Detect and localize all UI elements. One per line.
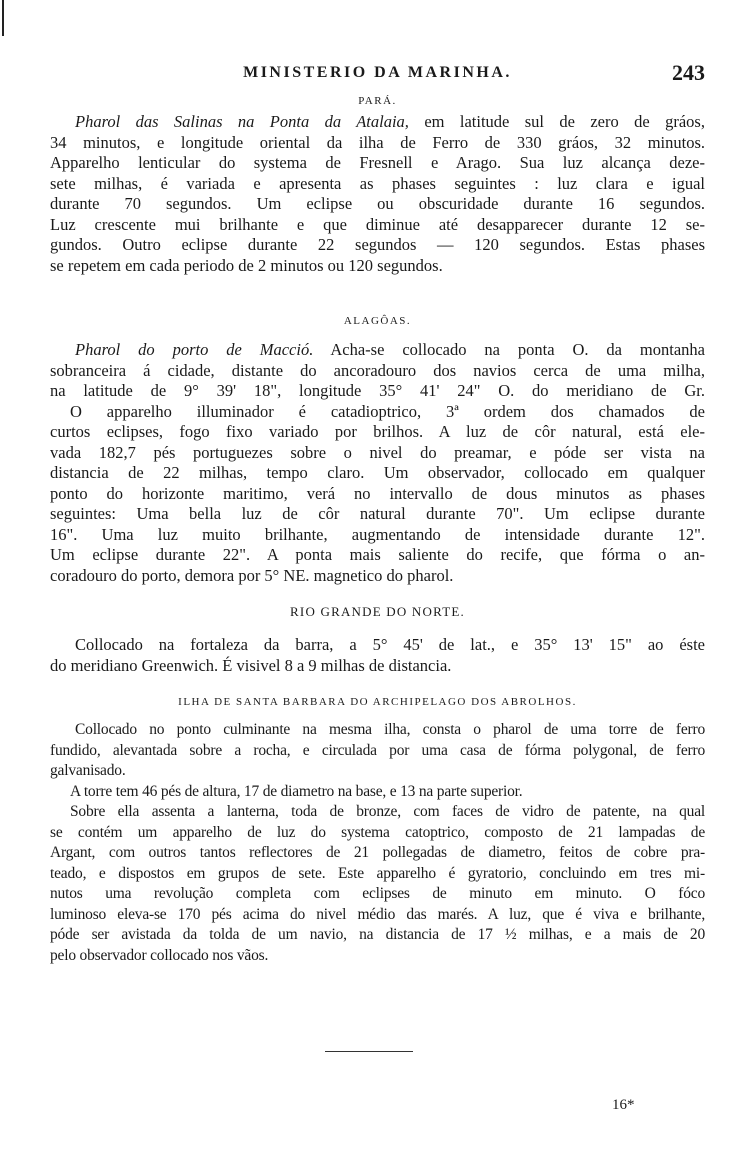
line-text: curtos eclipses, fogo fixo variado por brilhos. A luz de côr natural, está ele- <box>50 422 705 441</box>
text-line <box>50 761 705 782</box>
text-line <box>50 545 705 566</box>
line-text: na latitude de 9° 39' 18", longitude 35° 41' 24" O. do meridiano de Gr. <box>50 381 705 400</box>
text-line <box>50 256 705 277</box>
line-text: fundido, alevantada sobre a rocha, e circulada por uma casa de fórma polygonal, de ferro <box>50 741 705 759</box>
paragraph <box>50 402 705 587</box>
text-line <box>50 864 705 885</box>
paragraph <box>50 802 705 966</box>
line-text: pelo observador collocado nos vãos. <box>50 946 269 964</box>
section-heading-ilha: ILHA DE SANTA BARBARA DO ARCHIPELAGO DOS ABROLHOS. <box>178 696 577 708</box>
lighthouse-name: Pharol do porto de Macció. <box>75 340 314 359</box>
text-line <box>50 905 705 926</box>
text-line <box>50 635 705 656</box>
text-line <box>50 720 705 741</box>
line-text: seguintes: Uma bella luz de côr natural durante 70". Um eclipse durante <box>50 504 705 523</box>
text-line <box>50 361 705 382</box>
end-rule-divider <box>325 1051 413 1052</box>
paragraph <box>50 112 705 276</box>
section-alagoas-body <box>50 340 705 586</box>
section-para-body <box>50 112 705 276</box>
paragraph <box>50 340 705 402</box>
line-text: do meridiano Greenwich. É visivel 8 a 9 milhas de distancia. <box>50 655 452 675</box>
line-text: nutos uma revolução completa com eclipses de minuto em minuto. O fóco <box>50 885 705 902</box>
text-line <box>50 946 705 967</box>
line-text: durante 70 segundos. Um eclipse ou obscuridade durante 16 segundos. <box>50 194 705 213</box>
text-line <box>50 525 705 546</box>
section-rio-grande-body <box>50 635 705 676</box>
text-line <box>50 656 705 677</box>
text-line <box>50 381 705 402</box>
section-ilha-body <box>50 720 705 966</box>
text-line <box>50 174 705 195</box>
text-line <box>50 884 705 905</box>
lighthouse-name: Pharol das Salinas na Ponta da Atalaia, <box>75 112 409 131</box>
text-line <box>50 443 705 464</box>
section-heading-rio-grande: RIO GRANDE DO NORTE. <box>290 604 465 619</box>
line-text: Collocado no ponto culminante na mesma ilha, consta o pharol de uma torre de ferro <box>75 721 705 738</box>
line-text: coradouro do porto, demora por 5° NE. magnetico do pharol. <box>50 565 454 585</box>
line-text: distancia de 22 milhas, tempo claro. Um observador, collocado em qualquer <box>50 463 705 482</box>
text-line <box>50 741 705 762</box>
line-text: ponto do horizonte maritimo, verá no intervallo de dous minutos as phases <box>50 483 705 503</box>
text-line <box>50 340 705 361</box>
line-text: se repetem em cada periodo de 2 minutos ou 120 segundos. <box>50 255 443 275</box>
text-line <box>50 566 705 587</box>
line-text: Luz crescente mui brilhante e que diminue até desapparecer durante 12 se- <box>50 214 705 234</box>
line-text: 16". Uma luz muito brilhante, augmentando de intensidade durante 12". <box>50 524 705 544</box>
text-line <box>50 153 705 174</box>
line-text: galvanisado. <box>50 762 126 779</box>
line-text: teado, e dispostos em grupos de sete. Este apparelho é gyratorio, concluindo em tres mi- <box>50 864 705 882</box>
text-line <box>50 823 705 844</box>
line-text: em latitude sul de zero de gráos, <box>408 112 705 131</box>
text-line <box>50 194 705 215</box>
text-line <box>50 133 705 154</box>
paragraph <box>50 635 705 676</box>
line-text: sobranceira á cidade, distante do ancoradouro dos navios cerca de uma milha, <box>50 360 705 380</box>
text-line <box>50 484 705 505</box>
line-text: sete milhas, é variada e apresenta as phases seguintes : luz clara e igual <box>50 173 705 193</box>
section-heading-alagoas: ALAGÔAS. <box>343 315 412 327</box>
running-title: MINISTERIO DA MARINHA. <box>243 64 512 81</box>
line-text: Sobre ella assenta a lanterna, toda de bronze, com faces de vidro de patente, na qual <box>70 803 705 820</box>
line-text: luminoso eleva-se 170 pés acima do nivel médio das marés. A luz, que é viva e brilhante, <box>50 905 705 923</box>
line-text: vada 182,7 pés portuguezes sobre o nivel do preamar, e póde ser vista na <box>50 442 705 462</box>
line-text: O apparelho illuminador é catadioptrico, 3ª ordem dos chamados de <box>70 401 705 421</box>
signature-mark: 16* <box>612 1097 635 1113</box>
line-text: póde ser avistada da tolda de um navio, na distancia de 17 ½ milhas, e a mais de 20 <box>50 926 705 943</box>
scan-edge-mark <box>2 0 4 36</box>
text-line <box>50 215 705 236</box>
text-line <box>50 843 705 864</box>
text-line <box>50 463 705 484</box>
text-line <box>50 925 705 946</box>
line-text: Collocado na fortaleza da barra, a 5° 45' de lat., e 35° 13' 15" ao éste <box>75 635 705 654</box>
text-line <box>50 504 705 525</box>
paragraph <box>50 782 705 803</box>
line-text: gundos. Outro eclipse durante 22 segundos — 120 segundos. Estas phases <box>50 235 705 254</box>
running-head <box>50 60 705 86</box>
line-text: Apparelho lenticular do systema de Fresnell e Arago. Sua luz alcança deze- <box>50 153 705 172</box>
text-line <box>50 802 705 823</box>
paragraph <box>50 720 705 782</box>
line-text: 34 minutos, e longitude oriental da ilha de Ferro de 330 gráos, 32 minutos. <box>50 132 705 152</box>
text-line <box>50 402 705 423</box>
section-heading-para: PARÁ. <box>358 95 397 107</box>
line-text: A torre tem 46 pés de altura, 17 de diametro na base, e 13 na parte superior. <box>70 782 523 800</box>
text-line <box>50 112 705 133</box>
text-line <box>50 782 705 803</box>
line-text: Um eclipse durante 22". A ponta mais saliente do recife, que fórma o an- <box>50 545 705 564</box>
line-text: se contém um apparelho de luz do systema catoptrico, composto de 21 lampadas de <box>50 823 705 841</box>
line-text: Acha-se collocado na ponta O. da montanha <box>313 340 705 359</box>
text-line <box>50 235 705 256</box>
line-text: Argant, com outros tantos reflectores de 21 pollegadas de diametro, feitos de cobre pra- <box>50 844 705 861</box>
text-line <box>50 422 705 443</box>
page-number: 243 <box>672 60 705 85</box>
